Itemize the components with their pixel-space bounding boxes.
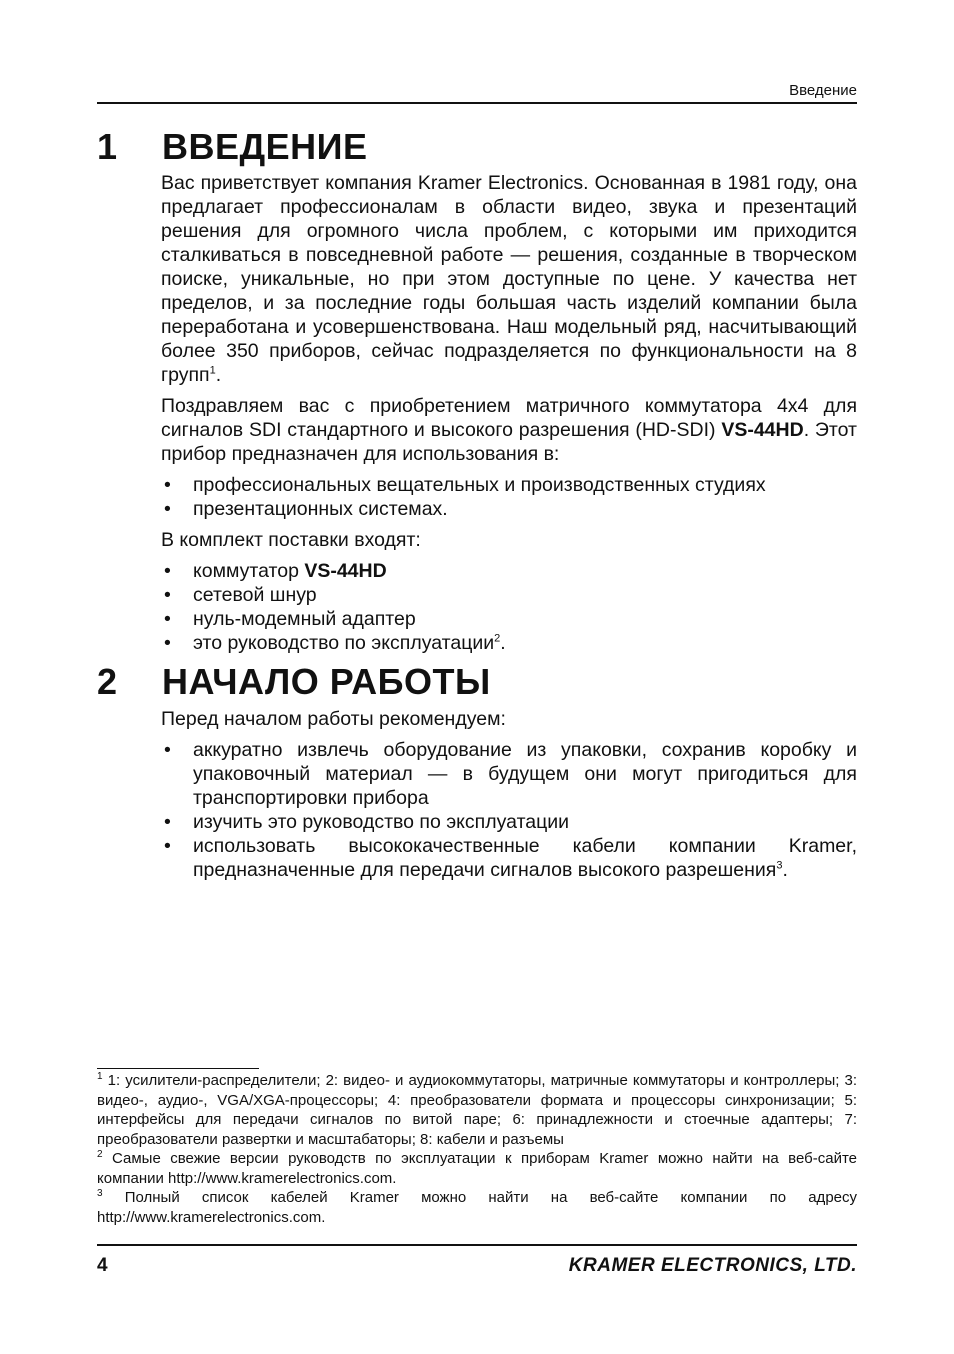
company-name: KRAMER ELECTRONICS, LTD. <box>568 1255 857 1276</box>
page-number: 4 <box>97 1255 108 1276</box>
footnote-ref: 1 <box>209 364 216 377</box>
bullet-icon: • <box>164 584 171 606</box>
list-item: • это руководство по эксплуатации$^2$. <box>164 632 506 654</box>
footnote-3: $^3$ Полный список кабелей Kramer можно найти на веб-сайте компании по адресу http://www.kramerelectronics.com. <box>97 1188 857 1226</box>
model-name: VS-44HD <box>304 560 387 582</box>
bullet-icon: • <box>164 608 171 630</box>
running-title: Введение <box>789 82 857 99</box>
bullet-icon: • <box>164 474 171 496</box>
section-number: 2 <box>97 661 118 702</box>
list-item: • изучить это руководство по эксплуатации <box>164 811 570 833</box>
footnote-ref: 2 <box>494 632 501 645</box>
model-name: VS-44HD <box>721 419 804 441</box>
footnote-2: $^2$ Самые свежие версии руководств по эксплуатации к приборам Kramer можно найти на веб-сайте компании http://www.kramerelectronics.com. <box>97 1149 857 1187</box>
section-title: НАЧАЛО РАБОТЫ <box>162 661 491 702</box>
bullet-icon: • <box>164 835 171 857</box>
section-2-body <box>161 707 857 889</box>
kit-list <box>161 559 857 655</box>
list-item: • аккуратно извлечь оборудование из упаковки, сохранив коробку и упаковочный материал — в будущем они могут пригодиться для транспортировки прибора <box>164 739 857 809</box>
recommendations-list <box>161 738 857 882</box>
list-item: • сетевой шнур <box>164 584 317 606</box>
footnote-1: $^1$ 1: усилители-распределители; 2: видео- и аудиокоммутаторы, матричные коммутаторы и контроллеры; 3: видео-, аудио-, VGA/XGA-процессоры; 4: преобразователи формата и процессоры синхронизации; 5: интерфейсы для передачи сигналов по витой паре; 6: принадлежности и стоечные адаптеры; 7: преобразователи развертки и масштабаторы; 8: кабели и разъемы <box>97 1071 857 1148</box>
uses-list <box>161 473 857 521</box>
kit-intro: В комплект поставки входят: <box>161 529 421 551</box>
section-number: 1 <box>97 126 118 167</box>
section-2-intro: Перед началом работы рекомендуем: <box>161 708 506 730</box>
section-title: ВВЕДЕНИЕ <box>162 126 368 167</box>
footnotes <box>97 1071 857 1227</box>
bullet-icon: • <box>164 739 171 761</box>
congrats-paragraph: Поздравляем вас с приобретением матричного коммутатора 4x4 для сигналов SDI стандартного и высокого разрешения (HD-SDI) VS-44HD. Этот прибор предназначен для использования в: <box>161 395 857 465</box>
list-item: • коммутатор VS-44HD <box>164 560 387 582</box>
footnote-divider <box>97 1068 259 1069</box>
bullet-icon: • <box>164 498 171 520</box>
intro-paragraph: Вас приветствует компания Kramer Electronics. Основанная в 1981 году, она предлагает профессионалам в области видео, звука и презентаций решения для огромного числа проблем, с которыми им приходится сталкиваться в повседневной работе — решения, созданные в творческом поиске, уникальные, но при этом доступные по цене. У качества нет пределов, и за последние годы большая часть изделий компании была переработана и усовершенствована. Наш модельный ряд, насчитывающий более 350 приборов, сейчас подразделяется по функциональности на 8 групп$^1$. <box>161 172 857 386</box>
footnote-ref: 3 <box>776 859 783 872</box>
bullet-icon: • <box>164 560 171 582</box>
footer-divider <box>97 1244 857 1246</box>
list-item: • нуль-модемный адаптер <box>164 608 416 630</box>
section-1-body <box>161 171 857 662</box>
list-item: • использовать высококачественные кабели компании Kramer, предназначенные для передачи сигналов высокого разрешения$^3$. <box>164 835 857 881</box>
bullet-icon: • <box>164 811 171 833</box>
list-item: • презентационных системах. <box>164 498 448 520</box>
list-item: • профессиональных вещательных и производственных студиях <box>164 474 766 496</box>
bullet-icon: • <box>164 632 171 654</box>
running-header <box>97 82 857 104</box>
